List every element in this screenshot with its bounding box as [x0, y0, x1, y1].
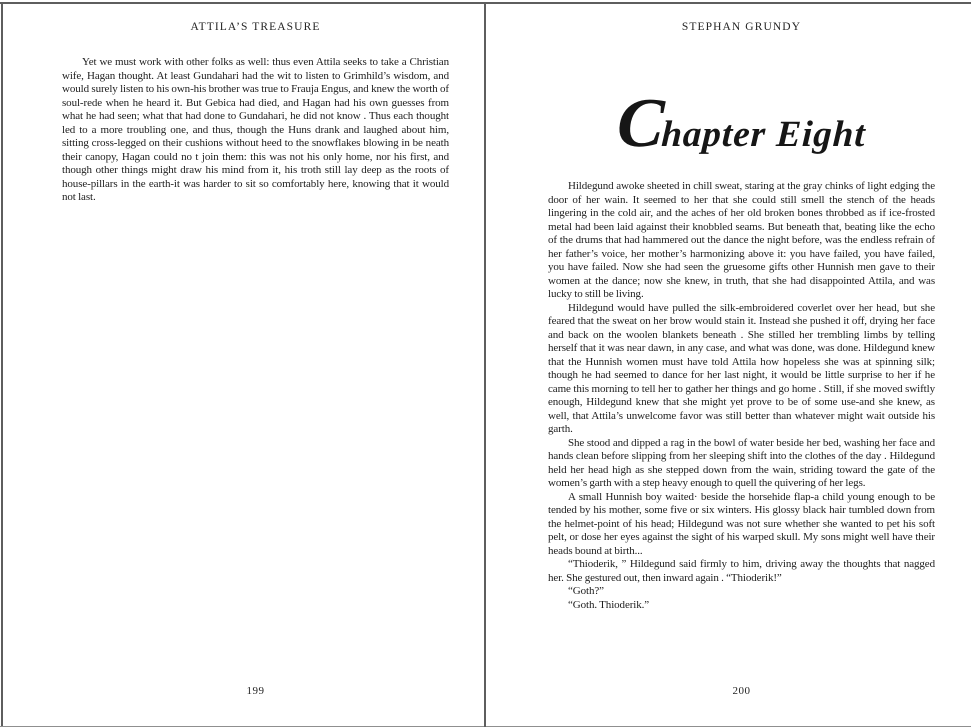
left-page-content: [62, 0, 449, 728]
right-page-content: [548, 0, 935, 728]
body-paragraph: “Goth. Thioderik.”: [568, 598, 650, 611]
left-running-head: ATTILA’S TREASURE: [190, 21, 321, 33]
body-paragraph: “Thioderik, ” Hildegund said firmly to him, driving away the thoughts that nagged her. She gestured out, then inward again . “Thioderik!”: [548, 558, 935, 584]
body-paragraph: Hildegund would have pulled the silk-embroidered coverlet over her head, but she feared that the sweat on her brow would stain it. Instead she pushed it off, drying her face and back on the woolen blankets beneath . She stilled her trembling limbs by telling herself that it was near dawn, in any case, and what was done, was done. Hildegund knew that the Hunnish women must have told Attila how hopeless she was at spinning silk; though he had seemed to dance for her last night, it would be little surprise to her if he came this morning to tell her to gather her things and go home . Still, if she moved swiftly enough, Hildegund knew that she might yet prove to be of some use-and she knew, as well, that Attila’s unwelcome favor was still better than whatever might wait outside his garth.: [548, 301, 935, 435]
body-paragraph: Hildegund awoke sheeted in chill sweat, staring at the gray chinks of light edging the door of her wain. It seemed to her that she could still smell the stench of the heads lingering in the cold air, and the aches of her old broken bones throbbed as if ice-frosted metal had been laid against their knobbled seams. But beneath that, beating like the echo of the drums that had hammered out the dance the night before, was the endless refrain of her father’s voice, her mother’s harmonizing above it: you have failed, you have failed, you have failed. Now she had seen the gruesome gifts other Hunnish men gave to their women at the dance; now she knew, in truth, that she had disappointed Attila, and was lucky to still be living.: [548, 180, 935, 300]
body-paragraph: “Goth?”: [568, 585, 604, 597]
body-paragraph: She stood and dipped a rag in the bowl of water beside her bed, washing her face and hands clean before slipping from her sleeping shift into the clothes of the day . Hildegund held her head high as she stepped down from the wain, striding toward the gate of the women’s garth with a step heavy enough to quell the quivering of her legs.: [548, 436, 935, 489]
left-body-text: [62, 56, 449, 205]
left-page: [0, 0, 484, 728]
body-paragraph: A small Hunnish boy waited· beside the horsehide flap-a child young enough to be tended by his mother, some five or six winters. His glossy black hair tumbled down from the helmet-point of his head; Hildegund was not sure whether she wanted to pet his soft pelt, or dose her eyes against the sight of his warped skull. My sons might well have their heads bound at birth...: [548, 490, 935, 557]
right-page-number: 200: [732, 685, 751, 697]
right-page: [486, 0, 971, 728]
left-page-number: 199: [246, 685, 265, 697]
right-running-head: STEPHAN GRUNDY: [681, 21, 802, 33]
page-divider: [484, 2, 486, 727]
body-paragraph: Yet we must work with other folks as well: thus even Attila seeks to take a Christian wife, Hagan thought. At least Gundahari had the wit to listen to Grimhild’s wisdom, and would surely listen to his own-his brother was true to Frauja Engus, and knew the worth of soul-rede when he heard it. But Gebica had died, and Hagan had his own guesses from what he had seen; what that had done to Gundahari, he did not know . Thus each thought led to a more troubling one, and thus, though the Huns drank and laughed about him, sitting cross-legged on their cushions without heed to the snowflakes blowing in be neath their canopy, Hagan could no t join them: this was not his only home, nor his first, and though other things might draw his mind from it, his troth still lay deep as the roots of house-pillars in the earth-it was harder to sit so comfortably here, knowing that it would not last.: [62, 56, 449, 203]
right-body-text: [548, 180, 935, 612]
chapter-heading: Chapter Eight: [615, 85, 867, 162]
window-left-edge: [1, 2, 3, 727]
